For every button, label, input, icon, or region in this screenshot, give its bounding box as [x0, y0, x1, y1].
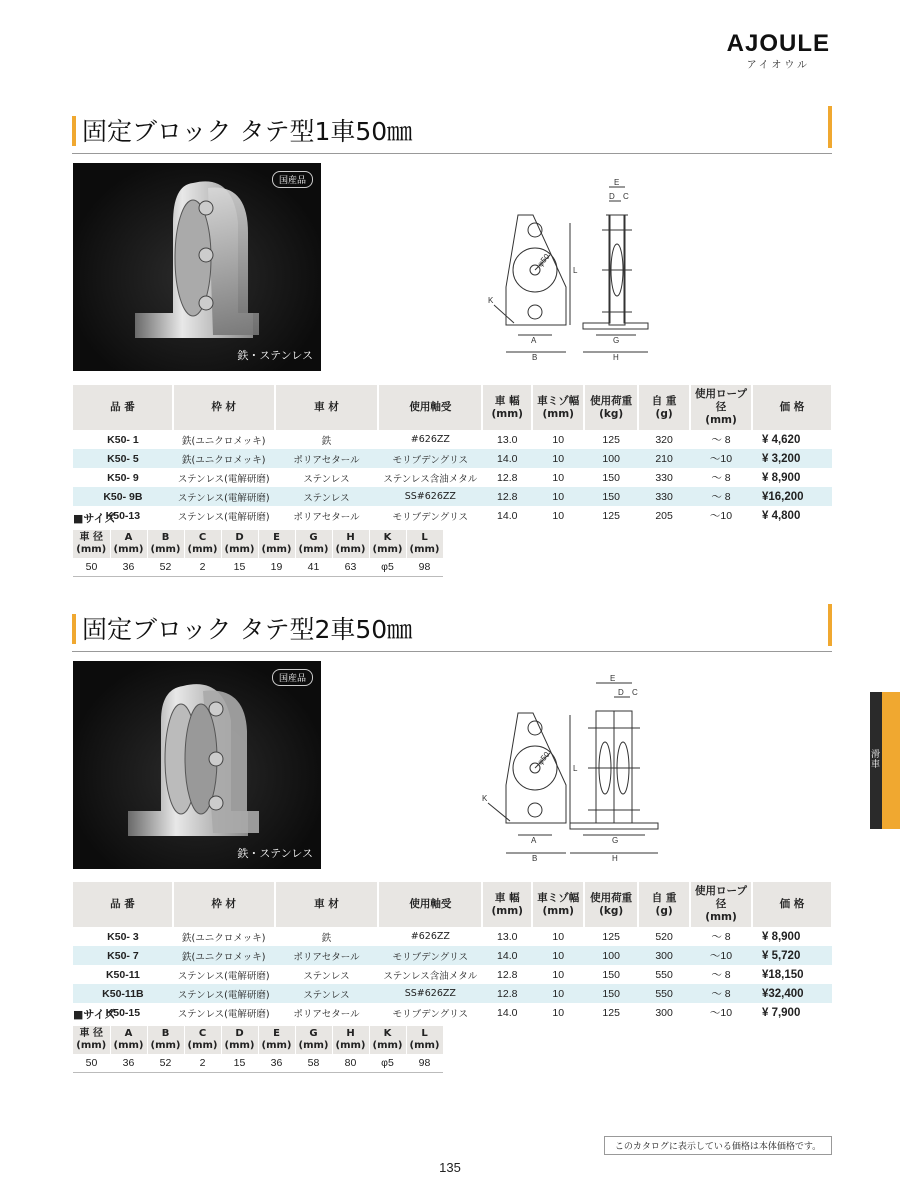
spec-cell-sheave: ステンレス: [275, 487, 379, 506]
spec-column-header: [532, 385, 584, 430]
spec-cell-groove: 10: [532, 449, 584, 468]
section-2-product-photo: [73, 661, 321, 869]
size-value-cell: 98: [406, 558, 443, 577]
size-value-cell: 36: [110, 1054, 147, 1073]
size-header-label: E: [273, 1028, 280, 1039]
spec-cell-sheave: ステンレス: [275, 984, 379, 1003]
size-column-header: [332, 530, 369, 558]
spec-cell-price: ¥ 7,900: [761, 1006, 801, 1019]
size-value-cell: 36: [110, 558, 147, 577]
spec-cell-weight: 210: [638, 449, 690, 468]
brand-logo: [727, 30, 830, 71]
photo-caption: 鉄・ステンレス: [237, 349, 313, 362]
spec-column-header: [638, 385, 690, 430]
spec-cell-width: 14.0: [497, 509, 518, 522]
size-value-cell: 41: [295, 558, 332, 577]
spec-cell-bearing: SS#626ZZ: [378, 984, 482, 1003]
dim-d-label: D: [618, 688, 624, 697]
spec-cell-weight: 520: [655, 930, 673, 943]
size-header-label: D: [235, 532, 244, 543]
size-value-cell: 80: [332, 1054, 369, 1073]
size-header-label: L: [421, 1028, 428, 1039]
column-header-label: 使用ロープ径: [695, 885, 747, 910]
spec-cell-weight: 300: [638, 946, 690, 965]
column-header-unit: (mm): [705, 911, 737, 923]
size-header-unit: (mm): [113, 1040, 144, 1051]
size-header-label: A: [124, 1028, 133, 1039]
spec-column-header: [638, 882, 690, 927]
size-header-label: A: [124, 532, 133, 543]
column-header-unit: (mm): [542, 904, 574, 917]
spec-cell-rope: ～ 8: [711, 472, 731, 484]
size-value-cell: 15: [221, 1054, 258, 1073]
spec-cell-code: K50- 1: [107, 433, 139, 446]
spec-cell-groove: 10: [552, 930, 565, 943]
spec-cell-price: ¥32,400: [752, 984, 832, 1003]
size-header-unit: (mm): [187, 544, 218, 555]
spec-cell-bearing: モリブデングリス: [392, 1008, 469, 1020]
size-column-header: [221, 530, 258, 558]
spec-cell-sheave: ポリアセタール: [275, 449, 379, 468]
size-header-unit: (mm): [187, 1040, 218, 1051]
spec-cell-weight: 550: [638, 984, 690, 1003]
column-header-label: 価 格: [779, 401, 805, 413]
size-column-header: [147, 1026, 184, 1054]
column-header-label: 車ミゾ幅: [537, 891, 580, 904]
spec-column-header: [275, 385, 379, 430]
spec-cell-rope: ～ 8: [711, 931, 731, 943]
size-column-header: [406, 1026, 443, 1054]
column-header-unit: (mm): [542, 407, 574, 420]
size-column-header: [332, 1026, 369, 1054]
size-value-cell: 50: [73, 1054, 110, 1073]
spec-cell-load: 150: [602, 968, 620, 981]
spec-row: [73, 1003, 832, 1022]
size-column-header: [184, 1026, 221, 1054]
size-column-header: [369, 530, 406, 558]
spec-row: [73, 449, 832, 468]
side-tab-dark-strip: [870, 692, 882, 829]
spec-cell-frame: 鉄(ユニクロメッキ): [182, 932, 266, 944]
spec-cell-groove: 10: [552, 968, 565, 981]
section-1-spec-table: [73, 385, 833, 525]
spec-cell-weight: 205: [655, 509, 673, 522]
spec-cell-price: ¥ 4,800: [761, 509, 801, 522]
size-header-unit: (mm): [261, 1040, 292, 1051]
size-column-header: [406, 530, 443, 558]
spec-cell-load: 125: [602, 433, 620, 446]
spec-row: [73, 965, 832, 984]
column-header-unit: (mm): [491, 407, 523, 420]
spec-cell-frame: ステンレス(電解研磨): [173, 487, 275, 506]
spec-cell-load: 125: [602, 509, 620, 522]
spec-row: [73, 946, 832, 965]
section-2-size-table: [73, 1026, 444, 1073]
spec-cell-groove: 10: [552, 471, 565, 484]
spec-cell-bearing: #626ZZ: [410, 434, 450, 445]
spec-cell-frame: 鉄(ユニクロメッキ): [173, 946, 275, 965]
spec-cell-code: K50- 9B: [73, 487, 173, 506]
spec-cell-rope: ～10: [690, 946, 752, 965]
spec-cell-sheave: ポリアセタール: [293, 511, 360, 523]
double-pulley-block-image: [73, 661, 321, 869]
size-header-unit: (mm): [335, 544, 366, 555]
spec-cell-groove: 10: [532, 984, 584, 1003]
size-header-unit: (mm): [224, 1040, 255, 1051]
section-2-spec-table: [73, 882, 833, 1022]
dim-c-label: C: [632, 688, 638, 697]
spec-header-row: [73, 882, 832, 927]
size-header-unit: (mm): [76, 544, 107, 555]
size-header-label: K: [383, 1028, 392, 1039]
spec-cell-frame: 鉄(ユニクロメッキ): [182, 435, 266, 447]
spec-cell-price: ¥18,150: [761, 968, 804, 981]
section-1-product-photo: [73, 163, 321, 371]
size-header-label: 車 径: [79, 532, 103, 543]
spec-column-header: [73, 882, 173, 927]
spec-cell-price: ¥16,200: [752, 487, 832, 506]
spec-cell-width: 12.8: [482, 487, 532, 506]
dim-d-label: D: [609, 192, 615, 201]
size-column-header: [147, 530, 184, 558]
brand-name: AJOULE: [726, 30, 830, 57]
column-header-label: 車 幅: [494, 891, 520, 904]
section-1-size-table: [73, 530, 444, 577]
dim-a-label: A: [531, 836, 537, 845]
size-value-cell: 98: [406, 1054, 443, 1073]
size-value-cell: 36: [258, 1054, 295, 1073]
size-header-label: H: [346, 1028, 355, 1039]
brand-kana: アイオウル: [746, 60, 811, 71]
spec-cell-width: 13.0: [497, 433, 518, 446]
spec-column-header: [584, 385, 638, 430]
made-in-japan-badge: 国産品: [272, 669, 313, 686]
size-header-row: [73, 1026, 443, 1054]
spec-column-header: [584, 882, 638, 927]
spec-column-header: [173, 385, 275, 430]
column-header-label: 使用荷重: [590, 891, 633, 904]
dim-c-label: C: [623, 192, 629, 201]
spec-column-header: [378, 385, 482, 430]
size-header-unit: (mm): [150, 1040, 181, 1051]
size-header-label: B: [161, 1028, 170, 1039]
spec-cell-code: K50- 5: [73, 449, 173, 468]
spec-cell-width: 13.0: [497, 930, 518, 943]
dim-h-label: H: [613, 353, 619, 362]
spec-cell-groove: 10: [532, 487, 584, 506]
side-tab-label: 滑車: [871, 750, 881, 770]
dim-h-label: H: [612, 854, 618, 863]
spec-cell-price: ¥ 8,900: [761, 930, 801, 943]
size-value-cell: 58: [295, 1054, 332, 1073]
spec-cell-code: K50- 7: [73, 946, 173, 965]
spec-column-header: [378, 882, 482, 927]
spec-cell-price: ¥ 3,200: [752, 449, 832, 468]
size-header-label: G: [309, 532, 318, 543]
column-header-label: 枠 材: [211, 401, 237, 413]
spec-cell-frame: 鉄(ユニクロメッキ): [173, 449, 275, 468]
spec-column-header: [690, 882, 752, 927]
dim-l-label: L: [573, 266, 578, 275]
dim-l-label: L: [573, 764, 578, 773]
dim-k-label: K: [482, 794, 488, 803]
dim-phi-label: φ50: [535, 252, 552, 269]
photo-caption: 鉄・ステンレス: [237, 847, 313, 860]
spec-cell-bearing: ステンレス含油メタル: [383, 473, 478, 485]
size-value-row: [73, 558, 443, 577]
size-header-row: [73, 530, 443, 558]
column-header-label: 車 幅: [494, 394, 520, 407]
size-value-cell: 2: [184, 558, 221, 577]
section-1-dimension-diagram: [478, 175, 688, 369]
spec-row: [73, 506, 832, 525]
spec-cell-frame: ステンレス(電解研磨): [177, 511, 270, 523]
size-header-label: L: [421, 532, 428, 543]
spec-cell-bearing: モリブデングリス: [378, 449, 482, 468]
spec-cell-bearing: SS#626ZZ: [378, 487, 482, 506]
spec-cell-frame: ステンレス(電解研磨): [177, 1008, 270, 1020]
spec-cell-groove: 10: [552, 509, 565, 522]
size-header-unit: (mm): [409, 1040, 440, 1051]
size-value-cell: φ5: [369, 1054, 406, 1073]
spec-cell-price: ¥ 4,620: [761, 433, 801, 446]
spec-column-header: [690, 385, 752, 430]
column-header-label: 使用軸受: [409, 401, 452, 413]
size-header-unit: (mm): [150, 544, 181, 555]
dim-g-label: G: [612, 836, 619, 845]
size-column-header: [221, 1026, 258, 1054]
size-column-header: [73, 1026, 110, 1054]
single-pulley-block-image: [73, 163, 321, 371]
column-header-label: 自 重: [651, 394, 677, 407]
size-column-header: [369, 1026, 406, 1054]
column-header-label: 使用軸受: [409, 898, 452, 910]
column-header-label: 車ミゾ幅: [537, 394, 580, 407]
size-header-label: C: [198, 1028, 207, 1039]
size-value-cell: 2: [184, 1054, 221, 1073]
section-1-size-label: ■サイズ: [73, 512, 116, 525]
size-header-label: C: [198, 532, 207, 543]
dim-b-label: B: [532, 353, 538, 362]
title-accent-right: [828, 106, 832, 148]
spec-column-header: [532, 882, 584, 927]
size-header-unit: (mm): [224, 544, 255, 555]
category-side-tab[interactable]: [870, 692, 900, 829]
section-1-title: 固定ブロック タテ型1車50㎜: [82, 117, 413, 146]
spec-cell-code: K50- 3: [107, 930, 139, 943]
spec-cell-price: ¥ 8,900: [761, 471, 801, 484]
spec-cell-weight: 330: [638, 487, 690, 506]
spec-cell-width: 14.0: [497, 1006, 518, 1019]
size-header-label: 車 径: [79, 1028, 103, 1039]
size-value-cell: 52: [147, 1054, 184, 1073]
dim-a-label: A: [531, 336, 537, 345]
column-header-label: 車 材: [314, 898, 339, 910]
spec-cell-sheave: 鉄: [321, 435, 332, 447]
spec-cell-load: 150: [584, 984, 638, 1003]
spec-row: [73, 430, 832, 449]
size-column-header: [184, 530, 221, 558]
spec-cell-width: 12.8: [497, 471, 518, 484]
column-header-label: 品 番: [110, 898, 135, 910]
column-header-label: 品 番: [110, 401, 135, 413]
column-header-label: 価 格: [779, 898, 805, 910]
spec-cell-frame: ステンレス(電解研磨): [173, 984, 275, 1003]
column-header-unit: (kg): [599, 407, 624, 420]
spec-cell-code: K50-13: [105, 509, 141, 522]
column-header-unit: (kg): [599, 904, 624, 917]
size-value-row: [73, 1054, 443, 1073]
section-1-title-bar: [72, 112, 832, 154]
title-accent-left: [72, 614, 76, 644]
dim-e-label: E: [610, 674, 616, 683]
page-number: 135: [439, 1160, 461, 1175]
spec-cell-load: 100: [584, 449, 638, 468]
column-header-label: 使用荷重: [590, 394, 633, 407]
size-column-header: [110, 530, 147, 558]
made-in-japan-badge: 国産品: [272, 171, 313, 188]
size-header-label: E: [273, 532, 280, 543]
spec-cell-rope: ～10: [709, 1007, 733, 1019]
section-2-title: 固定ブロック タテ型2車50㎜: [82, 615, 413, 644]
spec-row: [73, 927, 832, 946]
spec-cell-load: 125: [602, 930, 620, 943]
size-column-header: [73, 530, 110, 558]
size-header-label: D: [235, 1028, 244, 1039]
size-header-unit: (mm): [113, 544, 144, 555]
spec-header-row: [73, 385, 832, 430]
column-header-unit: (mm): [705, 414, 737, 426]
spec-cell-code: K50- 9: [107, 471, 139, 484]
size-column-header: [258, 530, 295, 558]
size-value-cell: φ5: [369, 558, 406, 577]
spec-cell-frame: ステンレス(電解研磨): [177, 970, 270, 982]
spec-column-header: [173, 882, 275, 927]
spec-cell-sheave: 鉄: [321, 932, 332, 944]
section-2-title-bar: [72, 610, 832, 652]
spec-cell-weight: 300: [655, 1006, 673, 1019]
size-header-label: K: [383, 532, 392, 543]
section-2-size-label: ■サイズ: [73, 1008, 116, 1021]
size-column-header: [295, 1026, 332, 1054]
size-header-unit: (mm): [298, 1040, 329, 1051]
size-value-cell: 52: [147, 558, 184, 577]
size-value-cell: 63: [332, 558, 369, 577]
spec-cell-width: 12.8: [497, 968, 518, 981]
size-column-header: [110, 1026, 147, 1054]
title-accent-right: [828, 604, 832, 646]
size-header-label: B: [161, 532, 170, 543]
spec-column-header: [482, 385, 532, 430]
size-value-cell: 50: [73, 558, 110, 577]
section-2-dimension-diagram: [478, 673, 688, 872]
spec-cell-load: 150: [584, 487, 638, 506]
spec-column-header: [752, 882, 832, 927]
size-header-unit: (mm): [76, 1040, 107, 1051]
spec-cell-bearing: モリブデングリス: [392, 511, 469, 523]
spec-cell-code: K50-11: [105, 968, 140, 981]
spec-column-header: [482, 882, 532, 927]
spec-cell-rope: ～ 8: [711, 434, 731, 446]
column-header-unit: (g): [655, 407, 673, 420]
spec-cell-rope: ～10: [690, 449, 752, 468]
spec-cell-weight: 550: [655, 968, 673, 981]
dim-b-label: B: [532, 854, 538, 863]
spec-cell-load: 150: [602, 471, 620, 484]
spec-cell-rope: ～ 8: [711, 969, 731, 981]
dim-k-label: K: [488, 296, 494, 305]
spec-cell-frame: ステンレス(電解研磨): [177, 473, 270, 485]
spec-cell-weight: 330: [655, 471, 673, 484]
spec-cell-groove: 10: [552, 433, 565, 446]
spec-row: [73, 984, 832, 1003]
price-note: このカタログに表示している価格は本体価格です。: [604, 1136, 832, 1155]
title-accent-left: [72, 116, 76, 146]
spec-column-header: [275, 882, 379, 927]
size-value-cell: 19: [258, 558, 295, 577]
spec-cell-rope: ～10: [709, 510, 733, 522]
column-header-unit: (g): [655, 904, 673, 917]
column-header-label: 車 材: [314, 401, 339, 413]
spec-cell-width: 14.0: [482, 449, 532, 468]
spec-cell-rope: ～ 8: [690, 984, 752, 1003]
size-header-unit: (mm): [409, 544, 440, 555]
size-header-unit: (mm): [372, 544, 403, 555]
spec-cell-groove: 10: [532, 946, 584, 965]
size-header-unit: (mm): [372, 1040, 403, 1051]
spec-cell-price: ¥ 5,720: [752, 946, 832, 965]
spec-cell-sheave: ポリアセタール: [275, 946, 379, 965]
size-header-unit: (mm): [298, 544, 329, 555]
spec-cell-bearing: モリブデングリス: [378, 946, 482, 965]
dim-e-label: E: [614, 178, 620, 187]
spec-cell-sheave: ステンレス: [303, 473, 350, 485]
spec-cell-rope: ～ 8: [690, 487, 752, 506]
column-header-label: 使用ロープ径: [695, 388, 747, 413]
dim-phi-label: φ50: [535, 750, 552, 767]
spec-cell-sheave: ポリアセタール: [293, 1008, 360, 1020]
column-header-unit: (mm): [491, 904, 523, 917]
spec-cell-width: 12.8: [482, 984, 532, 1003]
spec-cell-load: 100: [584, 946, 638, 965]
size-column-header: [258, 1026, 295, 1054]
spec-cell-bearing: ステンレス含油メタル: [383, 970, 478, 982]
spec-row: [73, 487, 832, 506]
spec-cell-code: K50-15: [105, 1006, 141, 1019]
spec-column-header: [73, 385, 173, 430]
spec-cell-weight: 320: [655, 433, 673, 446]
spec-cell-groove: 10: [552, 1006, 565, 1019]
column-header-label: 自 重: [651, 891, 677, 904]
size-column-header: [295, 530, 332, 558]
dim-g-label: G: [613, 336, 620, 345]
spec-cell-width: 14.0: [482, 946, 532, 965]
size-header-label: H: [346, 532, 355, 543]
spec-cell-code: K50-11B: [73, 984, 173, 1003]
spec-column-header: [752, 385, 832, 430]
size-header-label: G: [309, 1028, 318, 1039]
size-header-unit: (mm): [261, 544, 292, 555]
size-header-unit: (mm): [335, 1040, 366, 1051]
spec-cell-load: 125: [602, 1006, 620, 1019]
spec-row: [73, 468, 832, 487]
spec-cell-bearing: #626ZZ: [410, 931, 450, 942]
column-header-label: 枠 材: [211, 898, 237, 910]
spec-cell-sheave: ステンレス: [303, 970, 350, 982]
size-value-cell: 15: [221, 558, 258, 577]
